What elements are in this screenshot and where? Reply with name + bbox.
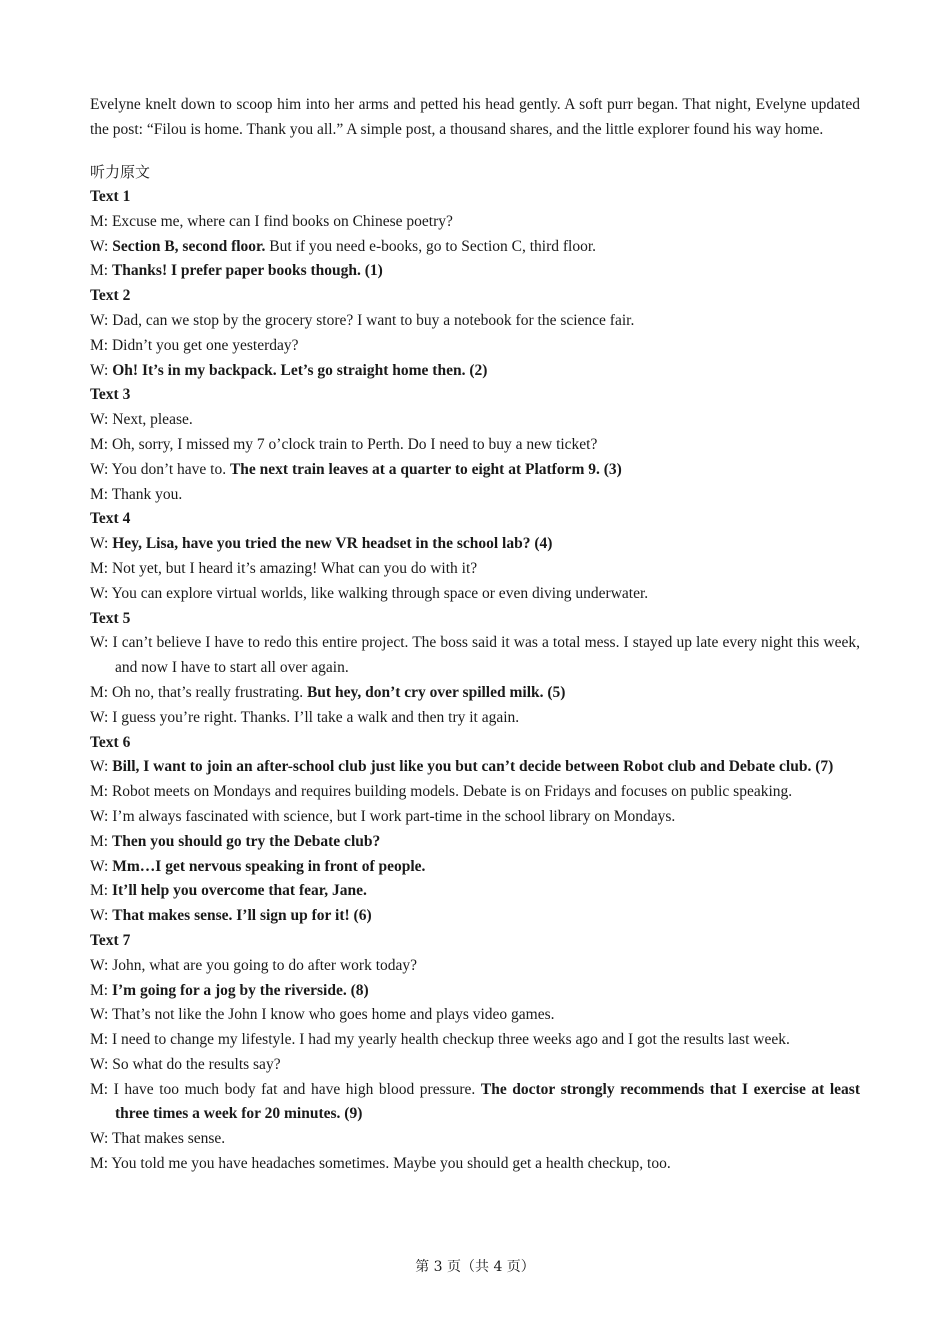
dialogue-line	[90, 532, 860, 557]
dialogue-line	[90, 805, 860, 830]
answer-highlight: But hey, don’t cry over spilled milk. (5)	[306, 683, 566, 701]
speaker-label: M:	[90, 559, 112, 577]
answer-highlight: I’m going for a jog by the riverside. (8)	[111, 981, 369, 999]
speaker-label: W:	[90, 311, 113, 329]
speaker-label: M:	[90, 485, 112, 503]
dialogue-text: Dad, can we stop by the grocery store? I want to buy a notebook for the science fair.	[112, 311, 635, 329]
dialogue-line	[90, 1127, 860, 1152]
speaker-label: W:	[90, 758, 113, 776]
speaker-label: M:	[90, 262, 112, 280]
speaker-label: W:	[90, 708, 113, 726]
answer-highlight: The doctor strongly recommends that I exercise at least three times a week for 20 minutes. (9)	[115, 1080, 860, 1123]
answer-highlight: Section B, second floor.	[112, 237, 266, 255]
speaker-label: W:	[90, 535, 113, 553]
answer-highlight: It’ll help you overcome that fear, Jane.	[111, 882, 367, 900]
answer-highlight: Oh! It’s in my backpack. Let’s go straight home then. (2)	[112, 361, 488, 379]
dialogue-line	[90, 830, 860, 855]
dialogue-text: You told me you have headaches sometimes. Maybe you should get a health checkup, too.	[111, 1155, 671, 1173]
dialogue-text: That makes sense.	[111, 1130, 226, 1148]
dialogue-line	[90, 210, 860, 235]
dialogue-line	[90, 681, 860, 706]
answer-highlight: That makes sense. I’ll sign up for it! (6)	[112, 907, 372, 925]
speaker-label: W:	[90, 956, 113, 974]
speaker-label: M:	[90, 783, 112, 801]
speaker-label: M:	[90, 882, 112, 900]
dialogue-text: I’m always fascinated with science, but I work part-time in the school library on Mondays.	[112, 807, 676, 825]
dialogue-text: Oh, sorry, I missed my 7 o’clock train to Perth. Do I need to buy a new ticket?	[111, 435, 598, 453]
speaker-label: W:	[90, 634, 113, 652]
speaker-label: W:	[90, 1006, 112, 1024]
dialogue-line	[90, 433, 860, 458]
story-paragraph: Evelyne knelt down to scoop him into her arms and petted his head gently. A soft purr began. That night, Evelyne updated the post: “Filou is home. Thank you all.” A simple post, a thousand shares, and the little explorer found his way home.	[90, 96, 860, 138]
dialogue-line	[90, 879, 860, 904]
dialogue-text: Thank you.	[111, 485, 183, 503]
dialogue-line	[90, 780, 860, 805]
speaker-label: M:	[90, 336, 112, 354]
dialogue-line	[90, 1053, 860, 1078]
speaker-label: W:	[90, 584, 112, 602]
dialogue-line	[90, 979, 860, 1004]
answer-highlight: Bill, I want to join an after-school club just like you but can’t decide between Robot club and Debate club. (7)	[112, 758, 834, 776]
dialogue-line	[90, 334, 860, 359]
dialogue-text: I have too much body fat and have high blood pressure.	[113, 1080, 481, 1098]
speaker-label: M:	[90, 1080, 114, 1098]
dialogue-line	[90, 1152, 860, 1177]
text-title: Text 1	[90, 188, 131, 205]
speaker-label: W:	[90, 907, 113, 925]
speaker-label: W:	[90, 411, 113, 429]
speaker-label: W:	[90, 460, 112, 478]
dialogue-line	[90, 582, 860, 607]
dialogue-line	[90, 259, 860, 284]
text-title: Text 4	[90, 510, 131, 528]
dialogue-text: Not yet, but I heard it’s amazing! What can you do with it?	[111, 559, 478, 577]
dialogue-text: But if you need e-books, go to Section C, third floor.	[265, 237, 597, 255]
dialogue-line	[90, 954, 860, 979]
answer-highlight: Mm…I get nervous speaking in front of people.	[112, 857, 426, 875]
speaker-label: W:	[90, 857, 113, 875]
dialogue-line	[90, 458, 860, 483]
speaker-label: M:	[90, 981, 112, 999]
speaker-label: W:	[90, 1130, 112, 1148]
dialogue-text: I can’t believe I have to redo this entire project. The boss said it was a total mess. I stayed up late every night this week, and now I have to start all over again.	[112, 634, 860, 677]
dialogue-text: Next, please.	[112, 411, 193, 429]
answer-highlight: The next train leaves at a quarter to eight at Platform 9. (3)	[229, 460, 622, 478]
dialogue-text: I guess you’re right. Thanks. I’ll take a walk and then try it again.	[112, 708, 520, 726]
text-title: Text 2	[90, 287, 131, 305]
dialogue-line	[90, 631, 860, 681]
speaker-label: W:	[90, 807, 113, 825]
text-title: Text 6	[90, 733, 131, 751]
dialogue-line	[90, 309, 860, 334]
dialogue-line	[90, 483, 860, 508]
dialogue-line	[90, 1003, 860, 1028]
dialogue-line	[90, 1028, 860, 1053]
speaker-label: W:	[90, 361, 113, 379]
dialogue-text: Oh no, that’s really frustrating.	[111, 683, 307, 701]
answer-highlight: Hey, Lisa, have you tried the new VR headset in the school lab? (4)	[112, 535, 553, 553]
speaker-label: W:	[90, 1055, 113, 1073]
dialogue-text: Robot meets on Mondays and requires building models. Debate is on Fridays and focuses on public speaking.	[111, 783, 793, 801]
dialogue-text: You can explore virtual worlds, like walking through space or even diving underwater.	[111, 584, 649, 602]
speaker-label: M:	[90, 212, 112, 230]
dialogue-line	[90, 755, 860, 780]
dialogue-text: You don’t have to.	[111, 460, 230, 478]
speaker-label: M:	[90, 1031, 112, 1049]
dialogue-line	[90, 359, 860, 384]
dialogue-line	[90, 408, 860, 433]
speaker-label: W:	[90, 237, 113, 255]
dialogue-line	[90, 1078, 860, 1128]
transcript	[90, 185, 860, 1177]
dialogue-line	[90, 557, 860, 582]
page-footer: 第 3 页（共 4 页）	[415, 1259, 535, 1275]
text-title: Text 7	[90, 931, 131, 949]
dialogue-line	[90, 904, 860, 929]
section-heading: 听力原文	[90, 163, 151, 181]
text-title: Text 3	[90, 386, 131, 404]
speaker-label: M:	[90, 435, 112, 453]
text-title: Text 5	[90, 609, 131, 627]
dialogue-text: That’s not like the John I know who goes home and plays video games.	[111, 1006, 555, 1024]
answer-highlight: Then you should go try the Debate club?	[111, 832, 381, 850]
dialogue-line	[90, 855, 860, 880]
dialogue-line	[90, 235, 860, 260]
speaker-label: M:	[90, 683, 112, 701]
dialogue-line	[90, 706, 860, 731]
dialogue-text: I need to change my lifestyle. I had my yearly health checkup three weeks ago and I got the results last week.	[111, 1031, 790, 1049]
dialogue-text: John, what are you going to do after work today?	[112, 956, 418, 974]
dialogue-text: Didn’t you get one yesterday?	[111, 336, 299, 354]
dialogue-text: So what do the results say?	[112, 1055, 281, 1073]
speaker-label: M:	[90, 832, 112, 850]
speaker-label: M:	[90, 1155, 112, 1173]
dialogue-text: Excuse me, where can I find books on Chinese poetry?	[111, 212, 453, 230]
answer-highlight: Thanks! I prefer paper books though. (1)	[111, 262, 383, 280]
